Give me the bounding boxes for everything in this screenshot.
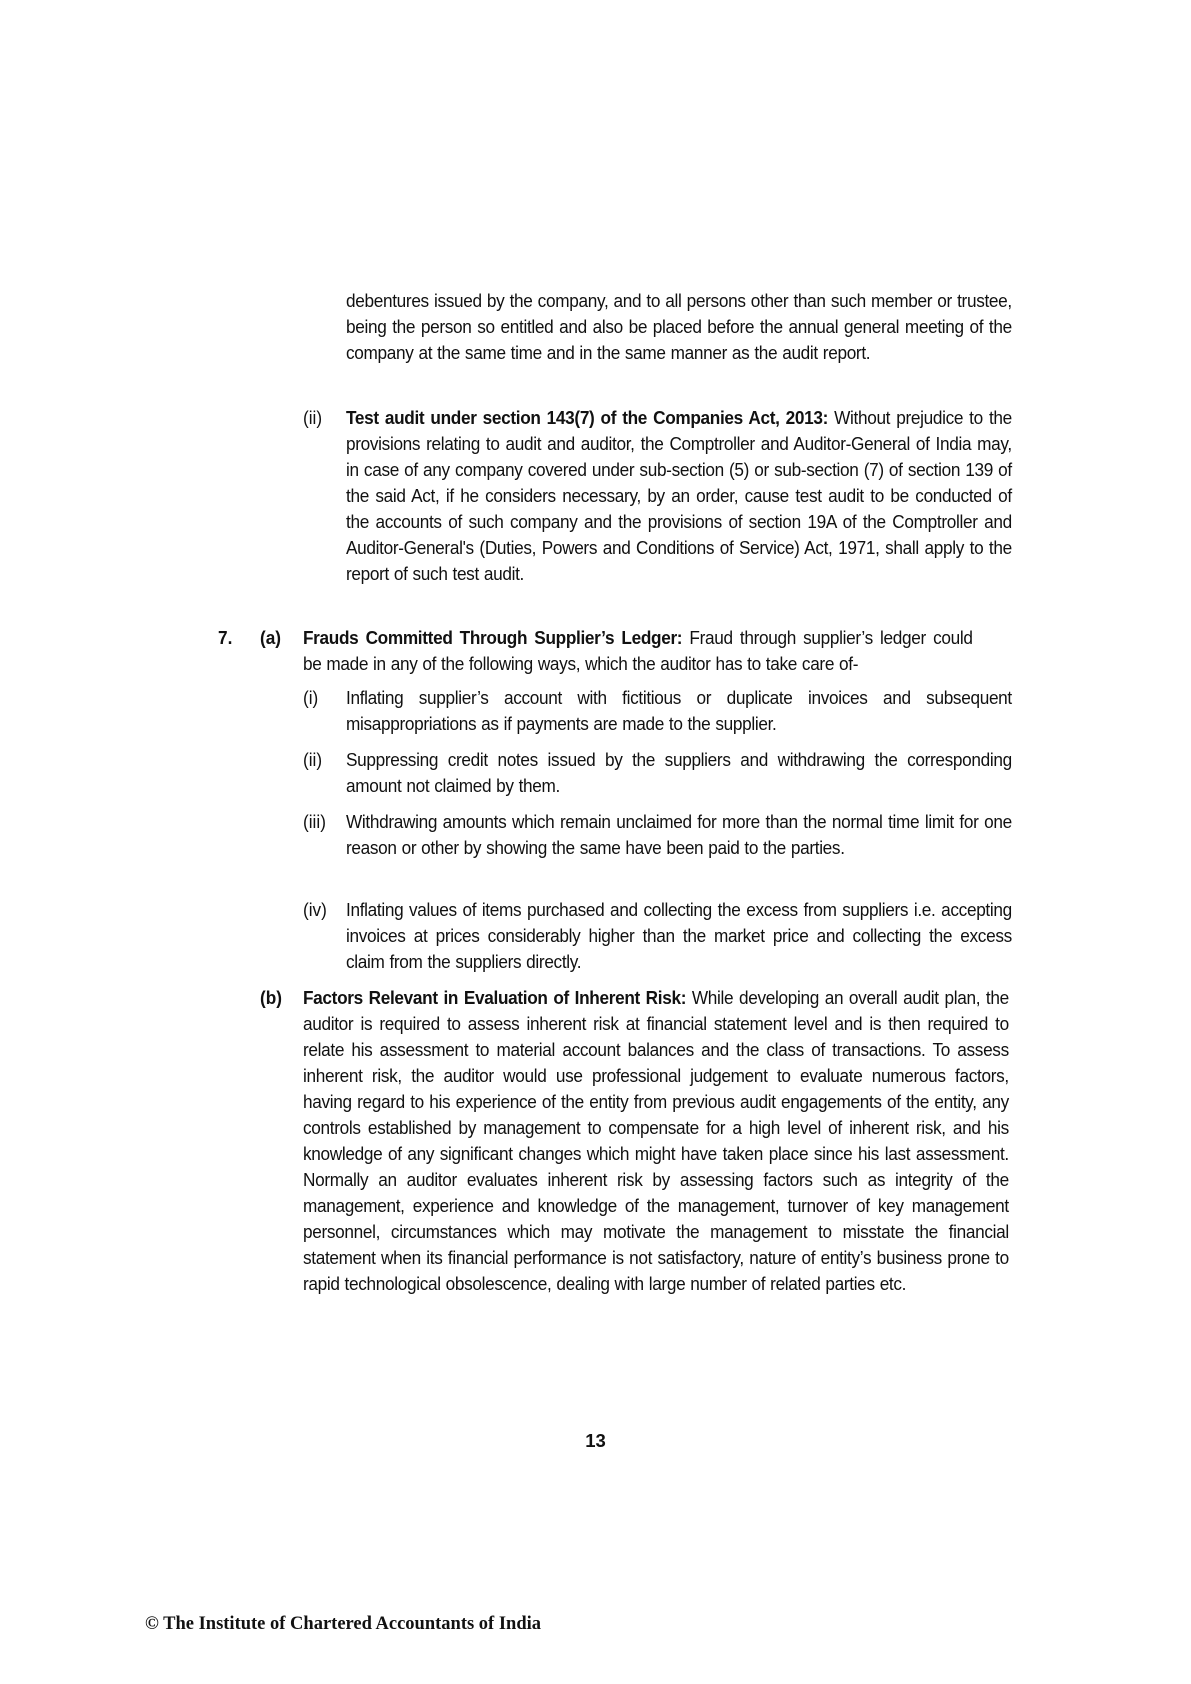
- part-b-label: (b): [260, 987, 282, 1008]
- list-item: Inflating supplier’s account with fictitious or duplicate invoices and subsequent misappropriations as if payments are made to the supplier.: [346, 687, 1012, 734]
- list-item-marker: (iii): [303, 811, 326, 832]
- list-item-marker: (i): [303, 687, 319, 708]
- question-number: 7.: [218, 627, 233, 648]
- footer-copyright: © The Institute of Chartered Accountants of India: [145, 1614, 542, 1634]
- item-ii-paragraph: [346, 405, 1012, 587]
- part-a-body: Fraud through supplier’s ledger could be made in any of the following ways, which the auditor has to take care of-: [303, 627, 973, 674]
- item-ii-marker: (ii): [303, 407, 323, 428]
- item-ii-body: Without prejudice to the provisions relating to audit and auditor, the Comptroller and Auditor-General of India may, in case of any company covered under sub-section (5) or sub-section (7) of section 139 of the said Act, if he considers necessary, by an order, cause test audit to be conducted of the accounts of such company and the provisions of section 19A of the Comptroller and Auditor-General's (Duties, Powers and Conditions of Service) Act, 1971, shall apply to the report of such test audit.: [346, 407, 1012, 584]
- part-a-heading: Frauds Committed Through Supplier’s Ledger:: [303, 627, 683, 648]
- part-a-label: (a): [260, 627, 282, 648]
- continuation-paragraph: debentures issued by the company, and to all persons other than such member or trustee, being the person so entitled and also be placed before the annual general meeting of the company at the same time and in the same manner as the audit report.: [346, 290, 1012, 363]
- part-b-heading: Factors Relevant in Evaluation of Inherent Risk:: [303, 987, 687, 1008]
- page-number: 13: [585, 1430, 606, 1451]
- list-item-marker: (ii): [303, 749, 323, 770]
- item-ii-heading: Test audit under section 143(7) of the Companies Act, 2013:: [346, 407, 829, 428]
- part-a-paragraph: [303, 625, 973, 677]
- list-item: Suppressing credit notes issued by the suppliers and withdrawing the corresponding amount not claimed by them.: [346, 749, 1012, 796]
- list-item: Withdrawing amounts which remain unclaimed for more than the normal time limit for one reason or other by showing the same have been paid to the parties.: [346, 811, 1012, 858]
- part-b-body: While developing an overall audit plan, the auditor is required to assess inherent risk at financial statement level and is then required to relate his assessment to material account balances and the class of transactions. To assess inherent risk, the auditor would use professional judgement to evaluate numerous factors, having regard to his experience of the entity from previous audit engagements of the entity, any controls established by management to compensate for a high level of inherent risk, and his knowledge of any significant changes which might have taken place since his last assessment. Normally an auditor evaluates inherent risk by assessing factors such as integrity of the management, experience and knowledge of the management, turnover of key management personnel, circumstances which may motivate the management to misstate the financial statement when its financial performance is not satisfactory, nature of entity’s business prone to rapid technological obsolescence, dealing with large number of related parties etc.: [303, 987, 1009, 1294]
- list-item: Inflating values of items purchased and collecting the excess from suppliers i.e. accepting invoices at prices considerably higher than the market price and collecting the excess claim from the suppliers directly.: [346, 899, 1012, 972]
- list-item-marker: (iv): [303, 899, 327, 920]
- part-b-paragraph: [303, 985, 1009, 1297]
